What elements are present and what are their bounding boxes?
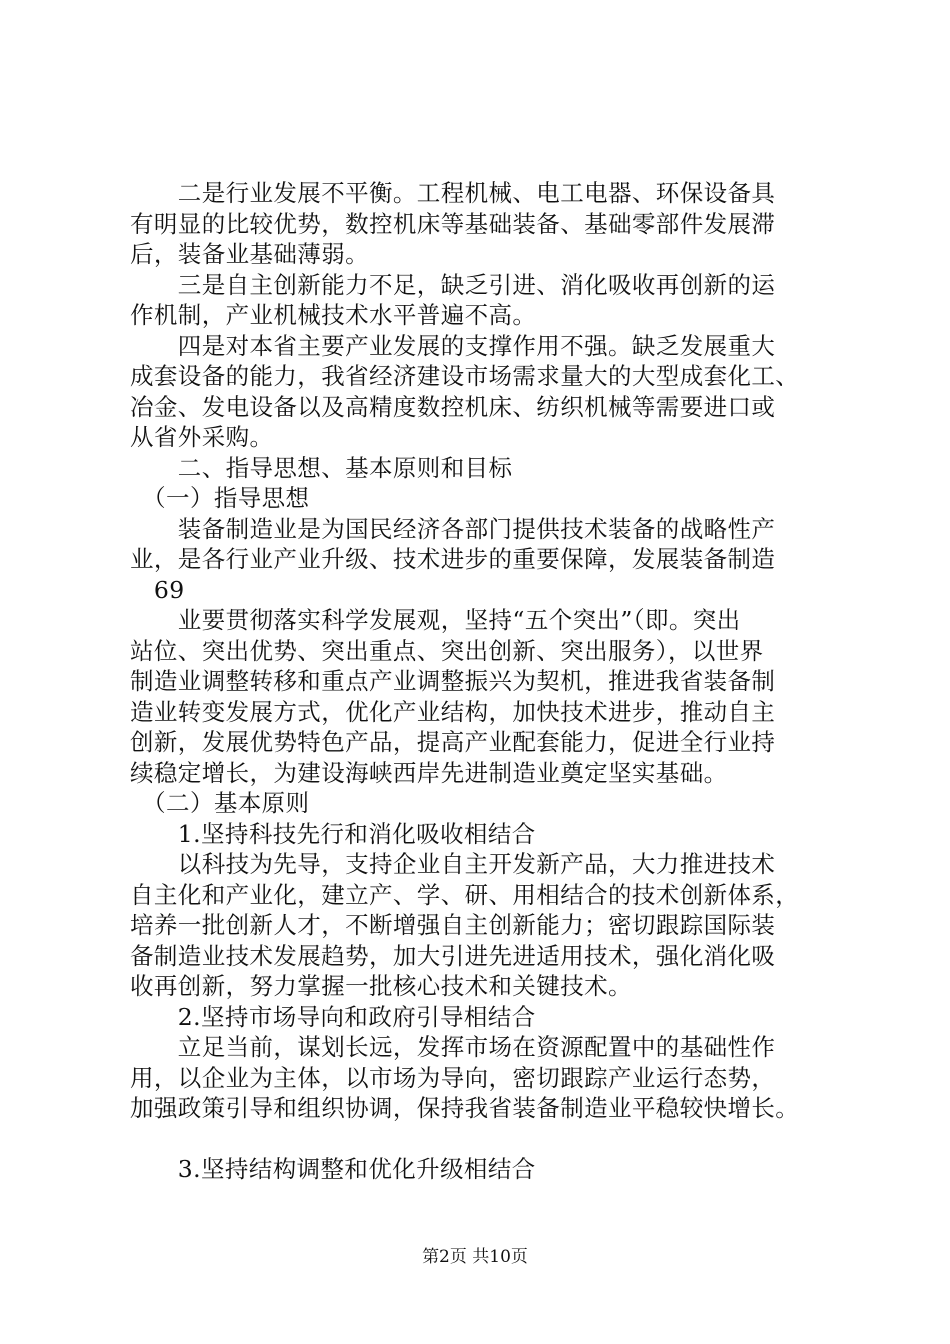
principle-heading: 2.坚持市场导向和政府引导相结合 xyxy=(130,1002,536,1031)
subsection-heading: （一）指导思想 xyxy=(130,484,310,512)
body-text-line: 续稳定增长，为建设海峡西岸先进制造业奠定坚实基础。 xyxy=(130,758,728,787)
inline-page-number: 69 xyxy=(130,575,185,604)
body-text-line: 加强政策引导和组织协调，保持我省装备制造业平稳较快增长。 xyxy=(130,1094,800,1122)
body-text-line: 造业转变发展方式，优化产业结构，加快技术进步，推动自主 xyxy=(130,697,776,726)
body-text-line: 自主化和产业化，建立产、学、研、用相结合的技术创新体系， xyxy=(130,880,800,909)
body-text-line: 从省外采购。 xyxy=(130,423,274,451)
body-text-line: 培养一批创新人才，不断增强自主创新能力；密切跟踪国际装 xyxy=(130,911,776,939)
body-text-line: 备制造业技术发展趋势，加大引进先进适用技术，强化消化吸 xyxy=(130,941,776,970)
body-text-line: 业，是各行业产业升级、技术进步的重要保障，发展装备制造 xyxy=(130,545,776,573)
body-text-line: 收再创新，努力掌握一批核心技术和关键技术。 xyxy=(130,972,632,1000)
principle-heading: 1.坚持科技先行和消化吸收相结合 xyxy=(130,819,536,848)
body-text-line: 后，装备业基础薄弱。 xyxy=(130,240,369,268)
subsection-heading: （二）基本原则 xyxy=(130,789,310,817)
body-text-line: 四是对本省主要产业发展的支撑作用不强。缺乏发展重大 xyxy=(130,331,776,360)
body-text-line: 站位、突出优势、突出重点、突出创新、突出服务），以世界 xyxy=(130,636,764,665)
body-text-line: 有明显的比较优势，数控机床等基础装备、基础零部件发展滞 xyxy=(130,209,776,238)
body-text-line: 冶金、发电设备以及高精度数控机床、纺织机械等需要进口或 xyxy=(130,392,776,421)
body-text-line: 作机制，产业机械技术水平普遍不高。 xyxy=(130,301,537,329)
body-text-line: 二是行业发展不平衡。工程机械、电工电器、环保设备具 xyxy=(130,179,776,207)
body-text-line: 业要贯彻落实科学发展观，坚持“五个突出”（即。突出 xyxy=(130,606,741,634)
body-text-line: 创新，发展优势特色产品，提高产业配套能力，促进全行业持 xyxy=(130,728,776,756)
body-text-line: 以科技为先导，支持企业自主开发新产品，大力推进技术 xyxy=(130,850,776,878)
body-text-line: 用，以企业为主体，以市场为导向，密切跟踪产业运行态势， xyxy=(130,1063,776,1092)
body-text-line: 立足当前，谋划长远，发挥市场在资源配置中的基础性作 xyxy=(130,1033,776,1061)
principle-heading: 3.坚持结构调整和优化升级相结合 xyxy=(130,1155,536,1183)
body-text-line: 制造业调整转移和重点产业调整振兴为契机，推进我省装备制 xyxy=(130,667,776,695)
body-text-line: 成套设备的能力，我省经济建设市场需求量大的大型成套化工、 xyxy=(130,362,800,390)
section-heading: 二、指导思想、基本原则和目标 xyxy=(130,453,513,482)
body-text-line: 装备制造业是为国民经济各部门提供技术装备的战略性产 xyxy=(130,514,776,543)
body-text-line: 三是自主创新能力不足，缺乏引进、消化吸收再创新的运 xyxy=(130,270,776,299)
page-footer: 第2页 共10页 xyxy=(422,1247,528,1267)
